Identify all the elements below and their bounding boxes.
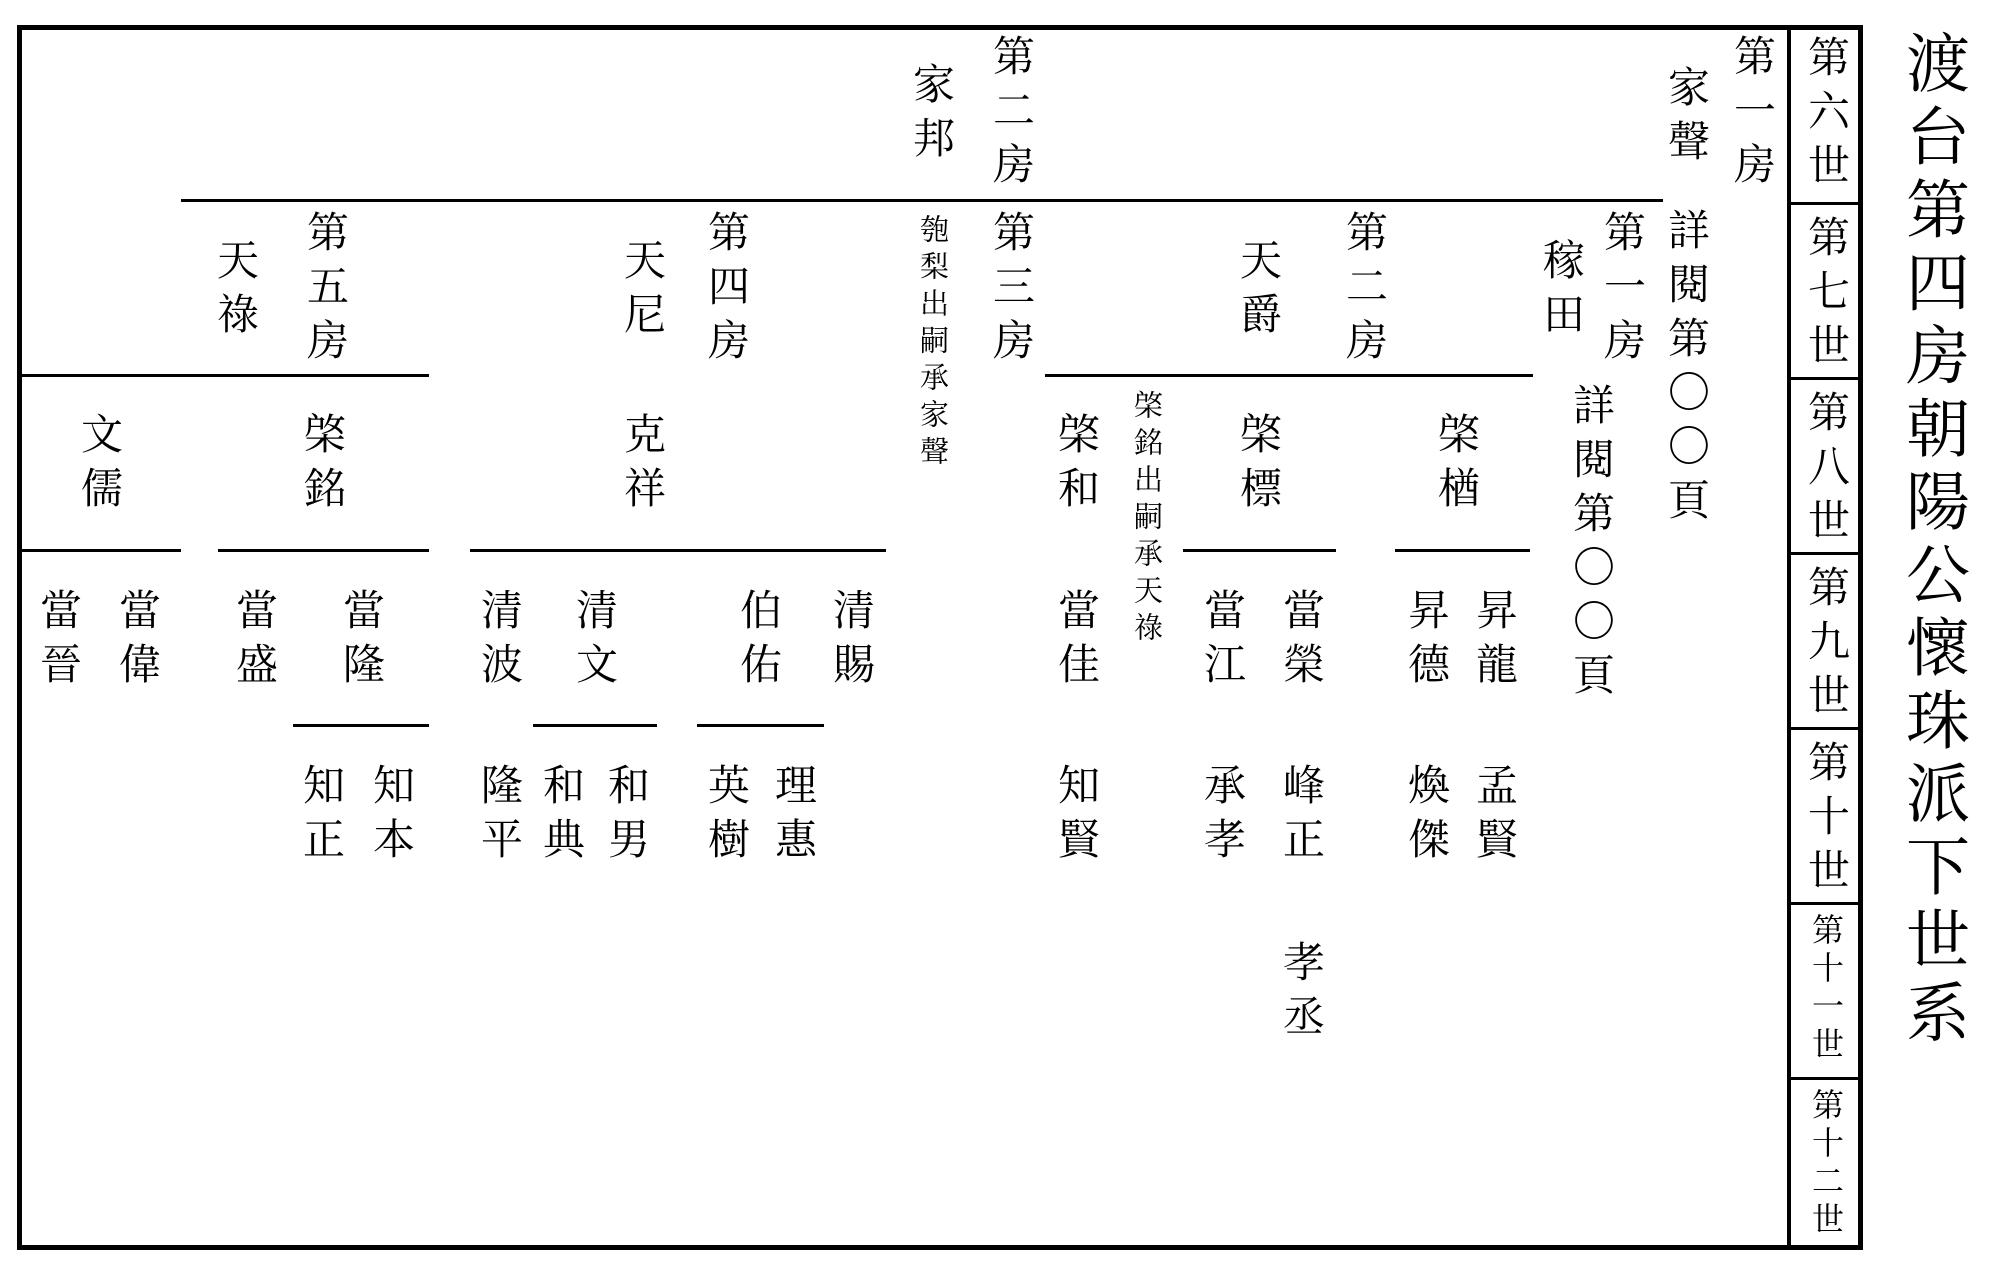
person-name: 當隆 (337, 588, 386, 696)
person-name: 天尼 (618, 238, 667, 346)
person-name: 克祥 (618, 412, 667, 520)
cross-reference-note: 詳閱第〇〇頁 (1662, 208, 1711, 532)
person-name: 清波 (475, 588, 524, 696)
generation-cell (1791, 1080, 1863, 1250)
person-name: 棨銘 (298, 412, 347, 520)
branch-label: 第二房 (1340, 210, 1389, 372)
person-name: 天祿 (211, 238, 260, 346)
person-name: 棨標 (1234, 412, 1283, 520)
person-name: 當榮 (1277, 588, 1326, 696)
person-name: 家邦 (907, 62, 956, 170)
gen9-connector-line (1395, 549, 1530, 552)
person-name: 家聲 (1662, 65, 1711, 173)
generation-label: 第十世 (1802, 740, 1851, 902)
generation-column (1787, 25, 1863, 1250)
gen10-connector-line (697, 724, 824, 727)
person-name: 當盛 (230, 588, 279, 696)
person-name: 英樹 (702, 763, 751, 871)
person-name: 稼田 (1537, 238, 1586, 346)
person-name: 知本 (367, 763, 416, 871)
branch-label: 第一房 (1598, 210, 1647, 372)
generation-label: 第十一世 (1807, 913, 1845, 1065)
generation-cell (1791, 730, 1863, 905)
person-name: 和男 (602, 763, 651, 871)
generation-cell (1791, 380, 1863, 555)
generation-label: 第六世 (1802, 35, 1851, 197)
person-name: 當江 (1198, 588, 1247, 696)
generation-cell (1791, 555, 1863, 730)
page-title: 渡台第四房朝陽公懷珠派下世系 (1895, 30, 1969, 1052)
adoption-note: 匏梨出嗣承家聲 (916, 214, 950, 473)
branch-label: 第二房 (987, 34, 1036, 196)
person-name: 知正 (297, 763, 346, 871)
branch-label: 第三房 (987, 210, 1036, 372)
branch-label: 第四房 (702, 210, 751, 372)
person-name: 文儒 (75, 412, 124, 520)
gen8-connector-line-right (1045, 374, 1533, 377)
generation-cell (1791, 25, 1863, 205)
person-name: 伯佑 (734, 588, 783, 696)
person-name: 孝丞 (1277, 940, 1326, 1048)
gen10-connector-line (533, 724, 657, 727)
generation-cell (1791, 205, 1863, 380)
person-name: 棨楢 (1432, 412, 1481, 520)
person-name: 當偉 (113, 588, 162, 696)
person-name: 煥傑 (1402, 763, 1451, 871)
person-name: 清賜 (827, 588, 876, 696)
person-name: 理惠 (769, 763, 818, 871)
gen9-connector-line (218, 549, 429, 552)
person-name: 孟賢 (1470, 763, 1519, 871)
gen9-connector-line (20, 549, 181, 552)
person-name: 當佳 (1052, 588, 1101, 696)
generation-label: 第九世 (1802, 565, 1851, 727)
gen7-connector-line (181, 199, 1663, 202)
person-name: 知賢 (1052, 763, 1101, 871)
person-name: 昇龍 (1470, 588, 1519, 696)
person-name: 昇德 (1402, 588, 1451, 696)
person-name: 天爵 (1234, 238, 1283, 346)
generation-cell (1791, 905, 1863, 1080)
generation-label: 第八世 (1802, 390, 1851, 552)
person-name: 峰正 (1277, 763, 1326, 871)
gen8-connector-line-left (20, 374, 429, 377)
generation-label: 第十二世 (1807, 1088, 1845, 1240)
gen10-connector-line (293, 724, 429, 727)
cross-reference-note: 詳閱第〇〇頁 (1567, 383, 1616, 707)
generation-label: 第七世 (1802, 215, 1851, 377)
adoption-note: 棨銘出嗣承天祿 (1130, 390, 1164, 649)
gen9-connector-line (470, 549, 886, 552)
person-name: 和典 (537, 763, 586, 871)
person-name: 棨和 (1052, 412, 1101, 520)
person-name: 隆平 (475, 763, 524, 871)
person-name: 承孝 (1198, 763, 1247, 871)
person-name: 清文 (570, 588, 619, 696)
gen9-connector-line (1183, 549, 1336, 552)
person-name: 當晉 (34, 588, 83, 696)
branch-label: 第五房 (301, 210, 350, 372)
branch-label: 第一房 (1728, 34, 1777, 196)
